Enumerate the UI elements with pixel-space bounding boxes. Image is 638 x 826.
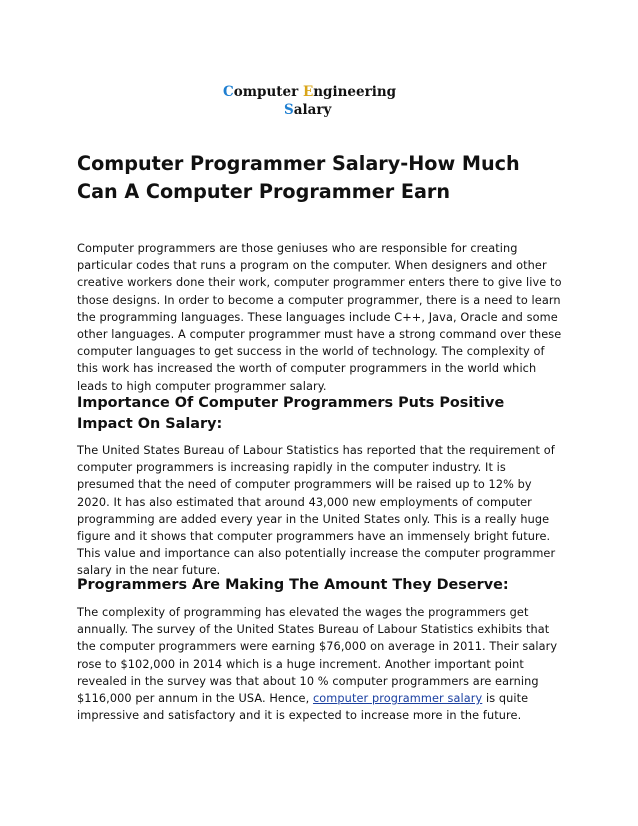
intro-line: computer languages to get success in the world of technology. The complexity of [77, 345, 545, 359]
programmers-paragraph [77, 604, 567, 724]
importance-line: 2020. It has also estimated that around 43,000 new employments of computer [77, 495, 532, 509]
logo-text-omputer: omputer [233, 84, 303, 100]
section-heading-programmers [77, 575, 567, 596]
intro-line: other languages. A computer programmer must have a strong command over these [77, 328, 562, 342]
importance-line: This value and importance can also potentially increase the computer programmer [77, 547, 556, 561]
intro-line: creative workers done their work, computer programmer enters there to give live to [77, 276, 562, 290]
page-title [77, 150, 577, 206]
programmers-line: revealed in the survey was that about 10 % computer programmers are earning [77, 674, 539, 688]
intro-line: Computer programmers are those geniuses who are responsible for creating [77, 242, 518, 255]
logo-line-2 [223, 101, 423, 119]
importance-line: computer programmers is increasing rapidly in the computer industry. It is [77, 461, 506, 475]
importance-paragraph [77, 442, 567, 580]
logo-text-alary: alary [293, 102, 332, 118]
logo-initial-c: C [223, 84, 234, 100]
logo-line-1 [223, 83, 423, 101]
programmers-line [77, 690, 567, 707]
page-title-line-1: Computer Programmer Salary-How Much [77, 152, 520, 175]
section-heading-importance [77, 393, 567, 435]
logo-initial-s: S [284, 102, 294, 118]
section-heading-line: Programmers Are Making The Amount They Deserve: [77, 577, 509, 593]
importance-line: programming are added every year in the United States only. This is a really huge [77, 512, 550, 526]
logo-initial-e: E [302, 84, 314, 100]
intro-line: those designs. In order to become a computer programmer, there is a need to learn [77, 293, 561, 307]
importance-line: figure and it shows that computer programmers have an immensely bright future. [77, 530, 551, 544]
programmers-line: annually. The survey of the United States Bureau of Labour Statistics exhibits that [77, 623, 550, 637]
programmers-line: the computer programmers were earning $76,000 on average in 2011. Their salary [77, 640, 558, 654]
intro-line: particular codes that runs a program on the computer. When designers and other [77, 259, 547, 273]
programmers-line: The complexity of programming has elevated the wages the programmers get [77, 606, 529, 619]
site-logo [223, 83, 423, 119]
page-title-line-2: Can A Computer Programmer Earn [77, 180, 451, 203]
logo-text-ngineering: ngineering [313, 84, 397, 100]
programmers-line: rose to $102,000 in 2014 which is a huge increment. Another important point [77, 657, 524, 671]
intro-line: this work has increased the worth of computer programmers in the world which [77, 362, 537, 376]
importance-line: The United States Bureau of Labour Statistics has reported that the requirement of [77, 444, 555, 457]
programmers-line: impressive and satisfactory and it is expected to increase more in the future. [77, 709, 522, 723]
salary-link[interactable]: computer programmer salary [312, 692, 483, 706]
section-heading-line: Importance Of Computer Programmers Puts Positive [77, 395, 505, 411]
section-heading-line: Impact On Salary: [77, 416, 223, 432]
programmers-line-text: is quite [482, 692, 529, 706]
intro-paragraph [77, 240, 567, 395]
importance-line: salary in the near future. [77, 564, 221, 578]
intro-line: leads to high computer programmer salary. [77, 379, 327, 393]
importance-line: presumed that the need of computer programmers will be raised up to 12% by [77, 478, 532, 492]
intro-line: the programming languages. These languages include C++, Java, Oracle and some [77, 310, 558, 324]
programmers-line-text: $116,000 per annum in the USA. Hence, [77, 692, 313, 706]
